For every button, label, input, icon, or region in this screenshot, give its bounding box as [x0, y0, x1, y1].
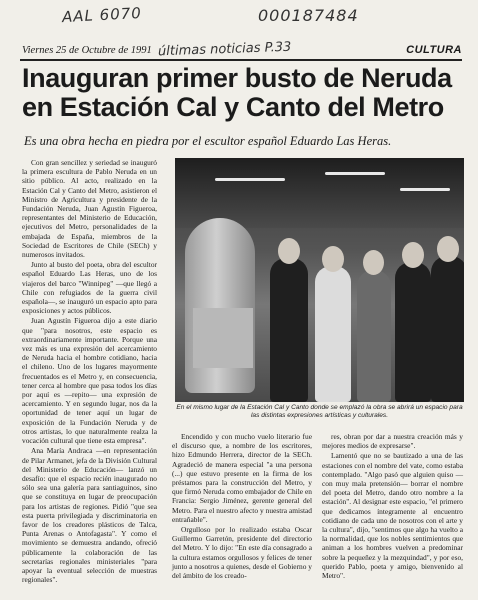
handwritten-archive-code: AAL 6070 — [61, 3, 143, 27]
handwritten-source-note: últimas noticias P.33 — [157, 39, 292, 60]
person-figure — [270, 258, 308, 402]
person-head — [278, 238, 300, 264]
subheadline: Es una obra hecha en piedra por el escultor español Eduardo Las Heras. — [24, 134, 392, 148]
paragraph: Junto al busto del poeta, obra del escultor español Eduardo Las Heras, uno de los viajeros del barco "Winnipeg" —que llegó a Chile con refugiados de la guerra civil española—, se inauguró un espacio apto para exposiciones y actos públicos. — [22, 260, 157, 316]
article-column-middle — [172, 432, 312, 581]
article-column-right — [322, 432, 463, 581]
paragraph: Encendido y con mucho vuelo literario fue el discurso que, a nombre de los escritores, hizo Edmundo Herrera, director de la SECh. Agradeció de manera especial "a una persona (...) que estuvo presente en la firma de los préstamos para la construcción del Metro, y que firmó Neruda como embajador de Chile en Francia: Sergio Jiménez, gerente general del Metro. Para el nuestro afecto y nuestra amistad entrañable". — [172, 432, 312, 524]
paragraph: Orgulloso por lo realizado estaba Oscar Guillermo Garretón, presidente del directorio del Metro. Y lo dijo: "En este día consagrado a la cultura estamos orgullosos y felices de tener junto a nosotros a quienes, desde el Gobierno y del ámbito de los creado- — [172, 525, 312, 581]
person-figure — [395, 262, 431, 402]
person-figure — [315, 266, 351, 402]
paragraph: res, obran por dar a nuestra creación más y mejores medios de expresarse". — [322, 432, 463, 451]
paragraph: Lamentó que no se bautizado a una de las estaciones con el nombre del vate, como estaba contemplado. "Algo pasó que alguien quiso —con muy mala pretensión— borrar el nombre del poeta del Metro, dando otro nombre a la estación". Al designar este espacio, "el primero que dedicamos íntegramente al encuentro cotidiano de cada uno de nosotros con el arte y la cultura", dijo, "sentimos que algo ha vuelto a la normalidad, que los nobles sentimientos que animan a los hombres vuelven a predominar sobre la pequeñez y la mezquindad", y por eso, querido Pablo, poeta y amigo, bienvenido al Metro". — [322, 451, 463, 581]
photo-ceiling-light — [400, 188, 450, 191]
person-figure — [431, 256, 464, 402]
photo-ceiling-light — [325, 172, 385, 175]
person-head — [402, 242, 424, 268]
header-rule — [20, 59, 462, 61]
handwritten-archive-number: 000187484 — [258, 6, 359, 25]
paragraph: Con gran sencillez y seriedad se inauguró la primera escultura de Pablo Neruda en un sitio público. Al acto, realizado en la Estación Cal y Canto del Metro, asistieron el Ministro de Agricultura y presidente de la Fundación Neruda, Juan Agustín Figueroa, representantes del Ministerio de Educación, ejecutivos del Metro, personalidades de la embajada de España, miembros de la Sociedad de Escritores de Chile (SECh) y numerosos invitados. — [22, 158, 157, 260]
bust-pedestal — [193, 308, 253, 368]
photo-caption: En el mismo lugar de la Estación Cal y Canto donde se emplazó la obra se abrirá un espacio para las distintas expresiones artísticas y culturales. — [176, 404, 463, 419]
person-head — [437, 236, 459, 262]
section-label: CULTURA — [406, 44, 462, 56]
dateline: Viernes 25 de Octubre de 1991 — [22, 45, 152, 56]
headline: Inauguran primer busto de Neruda en Estación Cal y Canto del Metro — [22, 63, 452, 122]
photo-ceiling-light — [215, 178, 285, 181]
person-head — [363, 250, 384, 275]
person-head — [322, 246, 344, 272]
article-column-left — [22, 158, 157, 585]
paragraph: Ana María Andraca —en representación de Pilar Armanet, jefa de la División Cultural del Ministerio de Educación— lanzó un desafío: que el espacio recién inaugurado no sólo sea una galería para santiaguinos, sino que se constituya en lugar de preocupación para los artistas de regiones. Pidió "que sea esta puerta privilegiada y discriminatoria en favor de los creadores plásticos de Talca, Punta Arenas o Antofagasta". Y como el movimiento se demuestra andando, ofreció públicamente la colaboración de las secretarías regionales ministeriales "para apoyar la eventual selección de muestras regionales". — [22, 446, 157, 585]
paragraph: Juan Agustín Figueroa dijo a este diario que "para nosotros, este espacio es extraordinariamente importante. Porque una vez más es una expresión del acercamiento de Neruda hacia el hombre cotidiano, hacia el chileno. Uno de los lugares mayormente frecuentados es el Metro y, en consecuencia, tener cerca al hombre que pasa todos los días por aquí es —repito— una expresión de acercamiento. Y en segundo lugar, nos da la oportunidad de tener aquí un lugar de exposición de la Fundación Neruda y de otros artistas, lo que naturalmente realza la vocación cultural que tiene esta empresa". — [22, 316, 157, 446]
news-photo — [175, 158, 464, 402]
person-figure — [357, 270, 391, 402]
